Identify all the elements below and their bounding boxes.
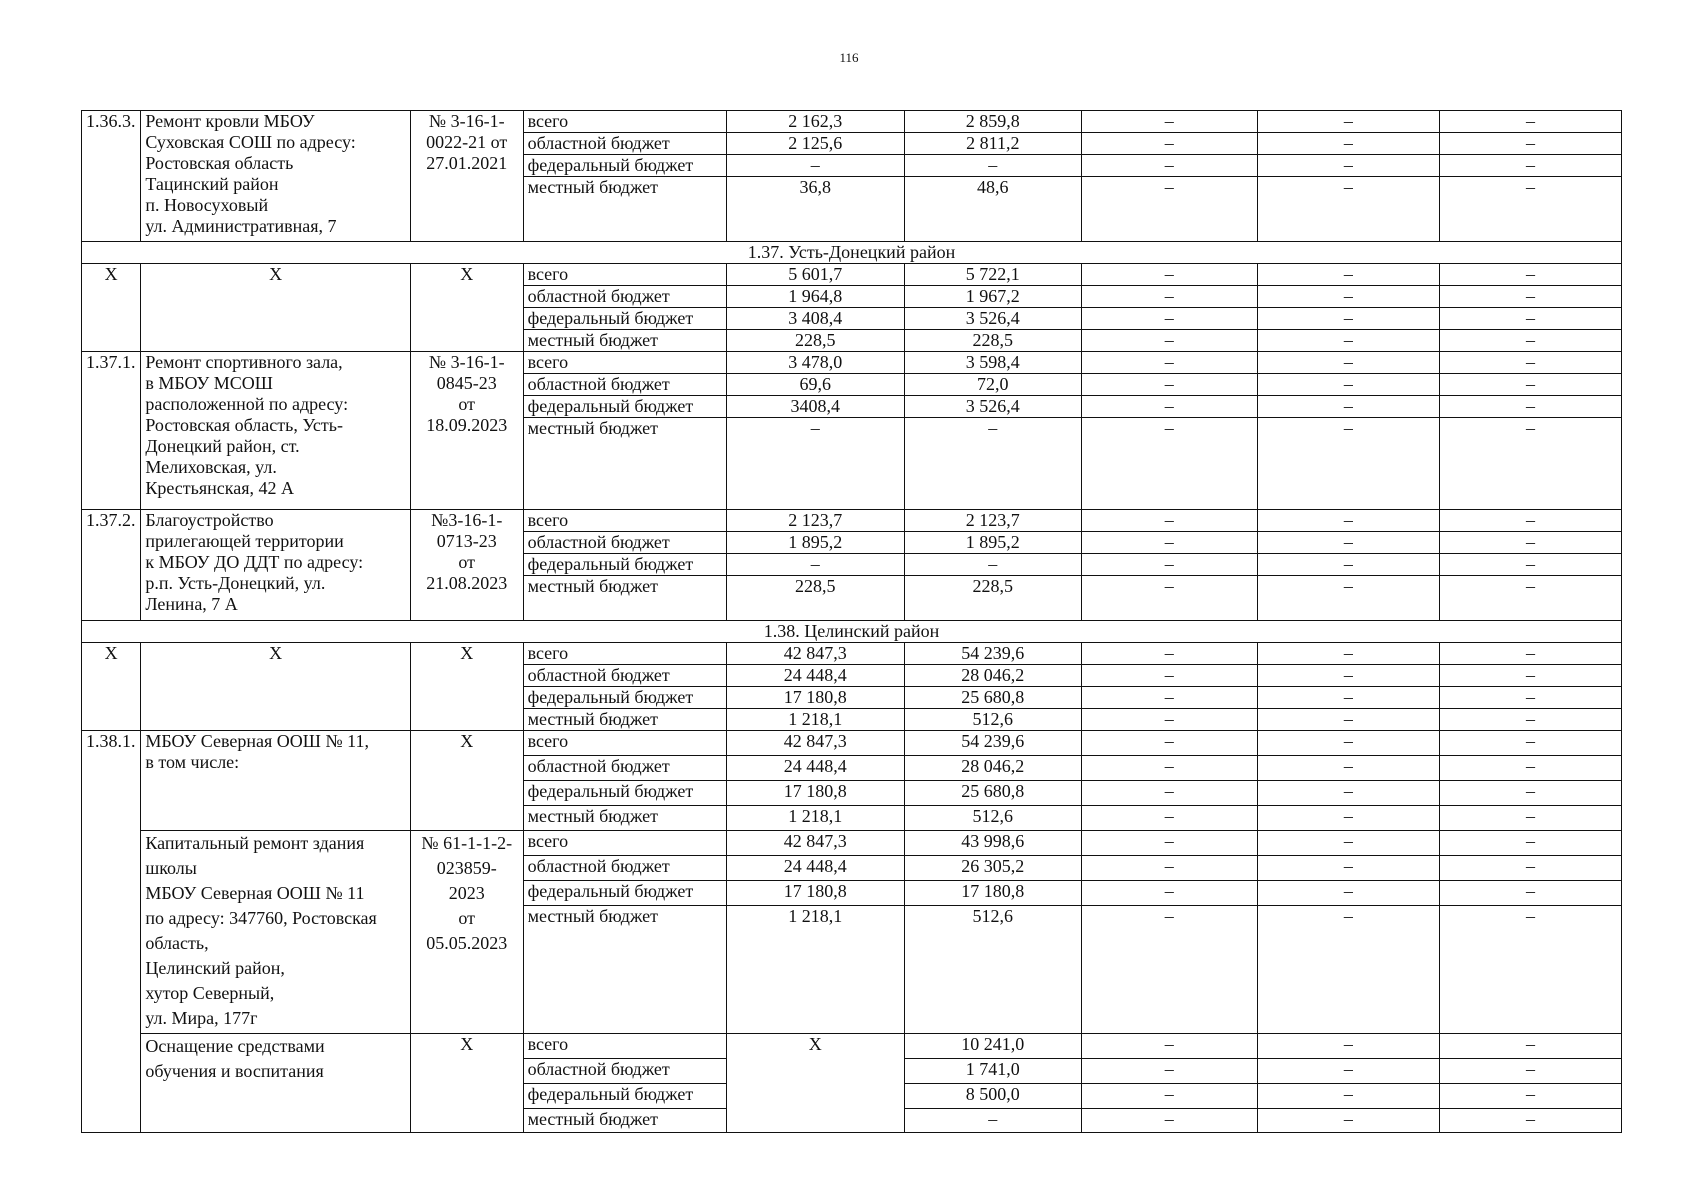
dash-cell: – (1081, 831, 1257, 856)
source-label: всего (523, 352, 726, 374)
source-label: областной бюджет (523, 665, 726, 687)
dash-cell: – (1439, 643, 1621, 665)
dash-cell: – (1257, 352, 1439, 374)
source-label: всего (523, 731, 726, 756)
dash-cell: – (1081, 330, 1257, 352)
source-label: местный бюджет (523, 1109, 726, 1133)
value-cell: 3408,4 (726, 396, 904, 418)
dash-cell: – (1257, 286, 1439, 308)
value-cell: 228,5 (904, 576, 1081, 621)
value-cell: 3 526,4 (904, 396, 1081, 418)
dash-cell: – (1439, 1084, 1621, 1109)
dash-cell: – (1081, 308, 1257, 330)
section-row (82, 621, 1622, 643)
source-label: местный бюджет (523, 806, 726, 831)
value-cell: – (904, 155, 1081, 177)
item-name: Благоустройство прилегающей территории к МБОУ ДО ДДТ по адресу: р.п. Усть-Донецкий, ул. Ленина, 7 А (141, 510, 411, 621)
source-label: всего (523, 1034, 726, 1059)
dash-cell: – (1257, 576, 1439, 621)
dash-cell: – (1439, 352, 1621, 374)
dash-cell: – (1439, 418, 1621, 510)
item-document: № 3-16-1- 0022-21 от 27.01.2021 (410, 111, 523, 242)
dash-cell: – (1081, 643, 1257, 665)
item-name: Капитальный ремонт здания школы МБОУ Северная ООШ № 11 по адресу: 347760, Ростовская область, Целинский район, хутор Северный, ул. Мира, 177г (141, 831, 411, 1034)
value-cell: 69,6 (726, 374, 904, 396)
dash-cell: – (1439, 709, 1621, 731)
dash-cell: – (1081, 881, 1257, 906)
source-label: местный бюджет (523, 418, 726, 510)
source-label: федеральный бюджет (523, 308, 726, 330)
source-label: областной бюджет (523, 374, 726, 396)
dash-cell: – (1439, 806, 1621, 831)
dash-cell: – (1081, 709, 1257, 731)
item-name: Оснащение средствами обучения и воспитания (141, 1034, 411, 1133)
dash-cell: – (1257, 418, 1439, 510)
dash-cell: – (1257, 856, 1439, 881)
value-cell: 24 448,4 (726, 665, 904, 687)
dash-cell: – (1439, 831, 1621, 856)
table-row (82, 352, 1622, 374)
value-cell: 1 218,1 (726, 709, 904, 731)
item-document: № 61-1-1-2- 023859- 2023 от 05.05.2023 (410, 831, 523, 1034)
source-label: местный бюджет (523, 709, 726, 731)
dash-cell: – (1081, 1109, 1257, 1133)
page-number: 116 (839, 50, 859, 65)
dash-cell: – (1257, 1059, 1439, 1084)
dash-cell: – (1081, 1034, 1257, 1059)
value-cell: 17 180,8 (726, 781, 904, 806)
value-cell: 72,0 (904, 374, 1081, 396)
dash-cell: – (1439, 687, 1621, 709)
value-cell: 54 239,6 (904, 731, 1081, 756)
dash-cell: – (1081, 396, 1257, 418)
source-label: федеральный бюджет (523, 396, 726, 418)
dash-cell: – (1257, 532, 1439, 554)
dash-cell: – (1081, 155, 1257, 177)
dash-cell: – (1439, 856, 1621, 881)
value-cell: 25 680,8 (904, 687, 1081, 709)
dash-cell: – (1257, 133, 1439, 155)
source-label: всего (523, 643, 726, 665)
dash-cell: – (1081, 781, 1257, 806)
dash-cell: – (1081, 264, 1257, 286)
value-cell: 54 239,6 (904, 643, 1081, 665)
value-cell: 5 722,1 (904, 264, 1081, 286)
budget-table (81, 110, 1622, 1133)
source-label: федеральный бюджет (523, 1084, 726, 1109)
source-label: местный бюджет (523, 177, 726, 242)
section-heading: 1.37. Усть-Донецкий район (82, 242, 1622, 264)
dash-cell: – (1439, 374, 1621, 396)
value-cell: 3 408,4 (726, 308, 904, 330)
source-label: областной бюджет (523, 532, 726, 554)
dash-cell: – (1257, 330, 1439, 352)
table-row (82, 111, 1622, 133)
source-label: федеральный бюджет (523, 155, 726, 177)
dash-cell: – (1257, 155, 1439, 177)
dash-cell: – (1439, 1109, 1621, 1133)
value-cell: 3 598,4 (904, 352, 1081, 374)
item-number: 1.37.1. (82, 352, 141, 510)
source-label: областной бюджет (523, 1059, 726, 1084)
x-mark: Х (410, 643, 523, 731)
dash-cell: – (1439, 1034, 1621, 1059)
source-label: областной бюджет (523, 856, 726, 881)
x-mark: Х (726, 1034, 904, 1133)
dash-cell: – (1081, 510, 1257, 532)
item-number: 1.36.3. (82, 111, 141, 242)
dash-cell: – (1257, 554, 1439, 576)
dash-cell: – (1439, 1059, 1621, 1084)
dash-cell: – (1257, 831, 1439, 856)
source-label: всего (523, 111, 726, 133)
x-mark: Х (82, 264, 141, 352)
x-mark: Х (410, 1034, 523, 1133)
value-cell: 36,8 (726, 177, 904, 242)
item-name: Ремонт кровли МБОУ Суховская СОШ по адресу: Ростовская область Тацинский район п. Новосуховый ул. Административная, 7 (141, 111, 411, 242)
source-label: федеральный бюджет (523, 687, 726, 709)
value-cell: 1 967,2 (904, 286, 1081, 308)
value-cell: 28 046,2 (904, 665, 1081, 687)
dash-cell: – (1257, 687, 1439, 709)
value-cell: 228,5 (904, 330, 1081, 352)
dash-cell: – (1081, 687, 1257, 709)
value-cell: 2 123,7 (904, 510, 1081, 532)
source-label: федеральный бюджет (523, 554, 726, 576)
dash-cell: – (1081, 906, 1257, 1034)
dash-cell: – (1081, 856, 1257, 881)
value-cell: 1 218,1 (726, 906, 904, 1034)
dash-cell: – (1081, 532, 1257, 554)
source-label: областной бюджет (523, 133, 726, 155)
item-number: 1.37.2. (82, 510, 141, 621)
dash-cell: – (1257, 643, 1439, 665)
dash-cell: – (1257, 1034, 1439, 1059)
value-cell: 1 895,2 (726, 532, 904, 554)
dash-cell: – (1439, 532, 1621, 554)
dash-cell: – (1439, 286, 1621, 308)
dash-cell: – (1439, 781, 1621, 806)
value-cell: 42 847,3 (726, 831, 904, 856)
dash-cell: – (1439, 881, 1621, 906)
source-label: федеральный бюджет (523, 881, 726, 906)
value-cell: – (726, 155, 904, 177)
dash-cell: – (1081, 177, 1257, 242)
table-row (82, 510, 1622, 532)
value-cell: 26 305,2 (904, 856, 1081, 881)
value-cell: 2 811,2 (904, 133, 1081, 155)
dash-cell: – (1257, 781, 1439, 806)
dash-cell: – (1439, 111, 1621, 133)
source-label: местный бюджет (523, 330, 726, 352)
item-name: Ремонт спортивного зала, в МБОУ МСОШ расположенной по адресу: Ростовская область, Усть- Донецкий район, ст. Мелиховская, ул. Крестьянская, 42 А (141, 352, 411, 510)
value-cell: 42 847,3 (726, 731, 904, 756)
dash-cell: – (1081, 418, 1257, 510)
value-cell: 8 500,0 (904, 1084, 1081, 1109)
value-cell: 10 241,0 (904, 1034, 1081, 1059)
dash-cell: – (1439, 756, 1621, 781)
dash-cell: – (1439, 396, 1621, 418)
x-mark: Х (141, 264, 411, 352)
value-cell: 2 125,6 (726, 133, 904, 155)
value-cell: 25 680,8 (904, 781, 1081, 806)
dash-cell: – (1081, 554, 1257, 576)
x-mark: Х (410, 731, 523, 831)
dash-cell: – (1081, 133, 1257, 155)
source-label: областной бюджет (523, 756, 726, 781)
source-label: всего (523, 264, 726, 286)
source-label: местный бюджет (523, 576, 726, 621)
dash-cell: – (1081, 374, 1257, 396)
dash-cell: – (1081, 806, 1257, 831)
dash-cell: – (1081, 576, 1257, 621)
dash-cell: – (1257, 1109, 1439, 1133)
item-document: №3-16-1- 0713-23 от 21.08.2023 (410, 510, 523, 621)
dash-cell: – (1439, 264, 1621, 286)
dash-cell: – (1439, 554, 1621, 576)
value-cell: 1 964,8 (726, 286, 904, 308)
dash-cell: – (1257, 374, 1439, 396)
value-cell: 28 046,2 (904, 756, 1081, 781)
value-cell: 228,5 (726, 330, 904, 352)
dash-cell: – (1257, 906, 1439, 1034)
dash-cell: – (1257, 264, 1439, 286)
dash-cell: – (1257, 709, 1439, 731)
item-name: МБОУ Северная ООШ № 11, в том числе: (141, 731, 411, 831)
value-cell: 512,6 (904, 906, 1081, 1034)
dash-cell: – (1081, 352, 1257, 374)
dash-cell: – (1439, 906, 1621, 1034)
dash-cell: – (1439, 731, 1621, 756)
section-row (82, 242, 1622, 264)
value-cell: – (726, 418, 904, 510)
dash-cell: – (1439, 308, 1621, 330)
value-cell: – (904, 554, 1081, 576)
dash-cell: – (1439, 133, 1621, 155)
source-label: местный бюджет (523, 906, 726, 1034)
value-cell: 3 526,4 (904, 308, 1081, 330)
value-cell: 2 162,3 (726, 111, 904, 133)
x-mark: Х (82, 643, 141, 731)
source-label: федеральный бюджет (523, 781, 726, 806)
value-cell: 24 448,4 (726, 756, 904, 781)
dash-cell: – (1439, 510, 1621, 532)
dash-cell: – (1081, 665, 1257, 687)
value-cell: 17 180,8 (726, 881, 904, 906)
dash-cell: – (1257, 396, 1439, 418)
value-cell: 228,5 (726, 576, 904, 621)
value-cell: – (904, 418, 1081, 510)
dash-cell: – (1257, 881, 1439, 906)
value-cell: 17 180,8 (904, 881, 1081, 906)
dash-cell: – (1081, 756, 1257, 781)
value-cell: 2 859,8 (904, 111, 1081, 133)
dash-cell: – (1439, 155, 1621, 177)
value-cell: 42 847,3 (726, 643, 904, 665)
value-cell: – (726, 554, 904, 576)
dash-cell: – (1257, 756, 1439, 781)
dash-cell: – (1257, 308, 1439, 330)
x-mark: Х (141, 643, 411, 731)
x-mark: Х (410, 264, 523, 352)
dash-cell: – (1439, 330, 1621, 352)
dash-cell: – (1257, 510, 1439, 532)
dash-cell: – (1081, 731, 1257, 756)
dash-cell: – (1081, 1059, 1257, 1084)
value-cell: 5 601,7 (726, 264, 904, 286)
dash-cell: – (1257, 731, 1439, 756)
value-cell: 1 741,0 (904, 1059, 1081, 1084)
value-cell: 512,6 (904, 806, 1081, 831)
table-row (82, 264, 1622, 286)
dash-cell: – (1257, 806, 1439, 831)
value-cell: 512,6 (904, 709, 1081, 731)
table-row (82, 643, 1622, 665)
dash-cell: – (1081, 286, 1257, 308)
dash-cell: – (1439, 177, 1621, 242)
value-cell: 3 478,0 (726, 352, 904, 374)
dash-cell: – (1081, 111, 1257, 133)
dash-cell: – (1439, 576, 1621, 621)
dash-cell: – (1257, 111, 1439, 133)
value-cell: 48,6 (904, 177, 1081, 242)
dash-cell: – (1257, 177, 1439, 242)
value-cell: 17 180,8 (726, 687, 904, 709)
item-number: 1.38.1. (82, 731, 141, 1133)
value-cell: 43 998,6 (904, 831, 1081, 856)
value-cell: 24 448,4 (726, 856, 904, 881)
section-heading: 1.38. Целинский район (82, 621, 1622, 643)
dash-cell: – (1257, 1084, 1439, 1109)
source-label: областной бюджет (523, 286, 726, 308)
value-cell: 2 123,7 (726, 510, 904, 532)
source-label: всего (523, 831, 726, 856)
value-cell: – (904, 1109, 1081, 1133)
value-cell: 1 218,1 (726, 806, 904, 831)
dash-cell: – (1439, 665, 1621, 687)
dash-cell: – (1081, 1084, 1257, 1109)
table-row (82, 731, 1622, 756)
item-document: № 3-16-1- 0845-23 от 18.09.2023 (410, 352, 523, 510)
value-cell: 1 895,2 (904, 532, 1081, 554)
source-label: всего (523, 510, 726, 532)
table-row (82, 1034, 1622, 1059)
dash-cell: – (1257, 665, 1439, 687)
table-row (82, 831, 1622, 856)
